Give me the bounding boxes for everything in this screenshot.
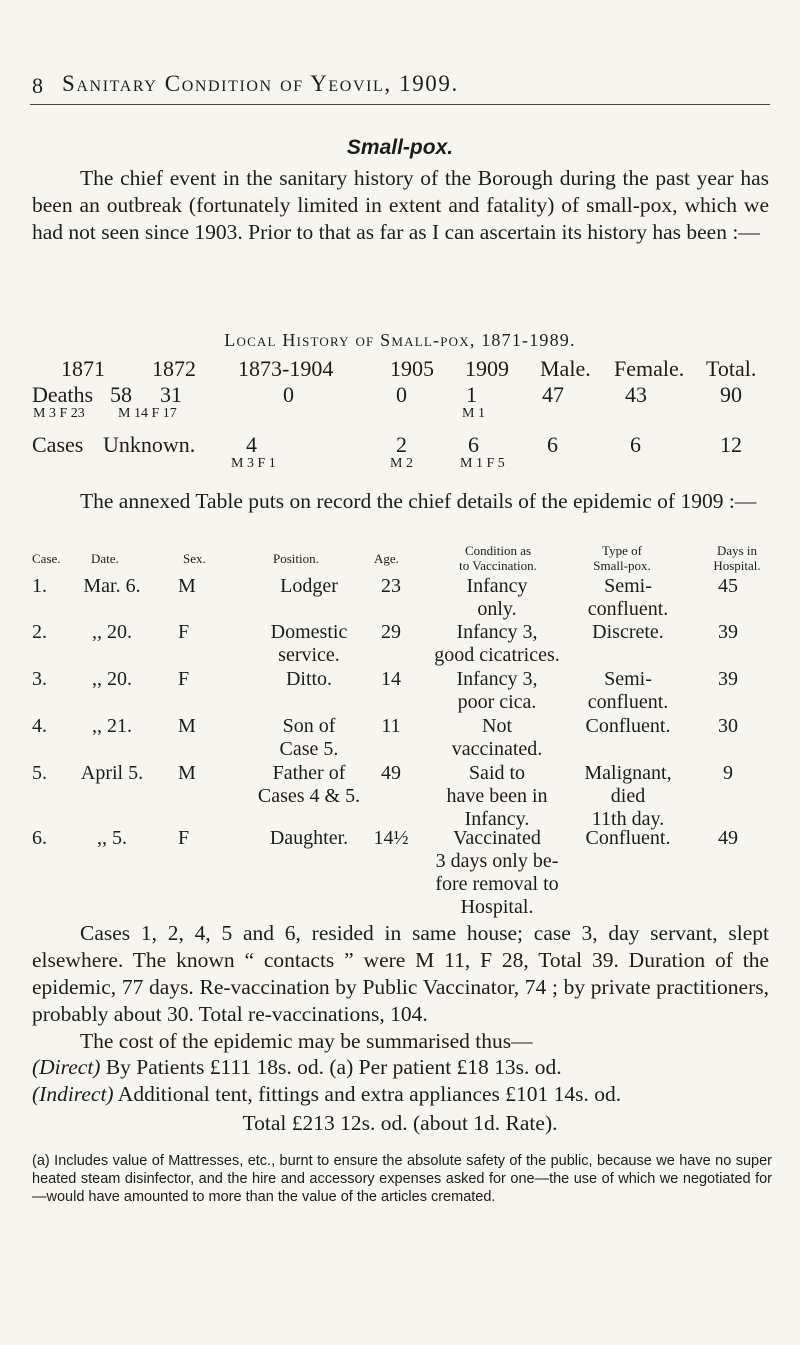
case-cell-condition-line: Not [482,715,512,737]
case-cell-position-line: Ditto. [285,668,333,690]
case-cell-condition-line: good cicatrices. [434,644,560,666]
case-cell-condition-line: Vaccinated [453,827,541,849]
case-cell-case: 4. [32,715,47,737]
section-title: Small-pox. [346,136,454,159]
lh-header-total: Total. [706,356,757,381]
case-cell-position [250,827,368,850]
lh-deaths-sub-1909: M 1 [462,406,485,421]
th-days [704,543,770,573]
case-cell-case: 5. [32,762,47,784]
case-cell-days: 30 [718,715,738,737]
case-cell-type-line: confluent. [587,598,669,620]
case-cell-age: 49 [381,762,401,784]
case-cell-date: ,, 5. [97,827,127,849]
case-cell-condition-line: Infancy 3, [456,621,538,643]
annexed-paragraph [32,488,769,515]
case-cell-days: 45 [718,575,738,597]
lh-cases-female: 6 [630,432,641,457]
case-cell-type-line: died [610,785,646,807]
lh-deaths-1871: 58 [110,382,132,407]
case-cell-type [572,621,684,644]
case-cell-sex: M [178,715,196,737]
cost-indirect-text: Additional tent, fittings and extra appliances £101 14s. od. [117,1082,622,1106]
lh-deaths-total: 90 [720,382,742,407]
th-position: Position. [273,551,319,566]
cost-indirect-label: (Indirect) [32,1082,114,1106]
lh-deaths-sub-1872: M 14 F 17 [118,406,177,421]
case-cell-sex: F [178,621,190,643]
intro-text: The chief event in the sanitary history of the Borough during the past year has been an outbreak (fortunately limited in extent and fatality) of small-pox, which we had not seen since 1903. Prior to that as far as I can ascertain its history has been :— [32,166,769,244]
cost-direct-text: By Patients £111 18s. od. (a) Per patient £18 13s. od. [105,1055,562,1079]
case-cell-position [250,762,368,808]
case-cell-age: 29 [381,621,401,643]
case-cell-position-line: Cases 4 & 5. [257,785,361,807]
case-cell-days: 39 [718,621,738,643]
th-age: Age. [374,551,399,566]
th-type-line-1: Type of [602,543,642,558]
case-cell-condition-line: Hospital. [460,896,534,918]
case-cell-age: 23 [381,575,401,597]
case-cell-position-line: Lodger [280,575,338,597]
case-cell-days: 9 [723,762,733,784]
case-cell-date: ,, 20. [92,668,132,690]
case-cell-type-line: confluent. [587,691,669,713]
case-cell-sex: F [178,668,190,690]
lh-header-1871: 1871 [61,356,105,381]
case-cell-sex: M [178,575,196,597]
case-cell-condition [422,621,572,667]
lh-deaths-male: 47 [542,382,564,407]
case-cell-days: 39 [718,668,738,690]
case-cell-position [250,668,368,691]
case-cell-condition-line: Infancy [466,575,528,597]
cost-direct-label: (Direct) [32,1055,101,1079]
case-cell-case: 3. [32,668,47,690]
cost-intro-text: The cost of the epidemic may be summarised thus— [80,1029,533,1053]
lh-header-1873-1904: 1873-1904 [238,356,334,381]
case-cell-condition-line: poor cica. [457,691,537,713]
case-cell-type [572,668,684,714]
summary-paragraph [32,920,769,1028]
lh-header-female: Female. [614,356,685,381]
case-cell-condition-line: vaccinated. [451,738,543,760]
case-cell-condition [422,827,572,919]
case-cell-position-line: Daughter. [269,827,349,849]
case-cell-date: ,, 20. [92,621,132,643]
case-cell-position-line: Father of [272,762,346,784]
case-cell-age: 14 [381,668,401,690]
annexed-text: The annexed Table puts on record the chief details of the epidemic of 1909 :— [80,489,757,513]
case-cell-type [572,575,684,621]
case-cell-position-line: Son of [282,715,336,737]
local-history-title: Local History of Small-pox, 1871-1989. [224,330,576,350]
case-cell-position [250,575,368,598]
lh-cases-unknown: Unknown. [103,432,196,457]
case-cell-age: 11 [381,715,401,737]
lh-header-1872: 1872 [152,356,196,381]
cost-total: Total £213 12s. od. (about 1d. Rate). [242,1111,558,1135]
lh-header-1909: 1909 [465,356,509,381]
case-cell-type-line: 11th day. [591,808,665,830]
th-days-line-2: Hospital. [713,558,761,573]
th-case: Case. [32,551,61,566]
lh-deaths-1872: 31 [160,382,182,407]
case-cell-position [250,715,368,761]
case-cell-case: 6. [32,827,47,849]
cost-intro [32,1028,769,1055]
cost-direct-line [32,1055,562,1080]
th-condition [438,543,558,573]
lh-cases-total: 12 [720,432,742,457]
case-cell-position [250,621,368,667]
th-type [580,543,664,573]
case-cell-condition-line: have been in [446,785,548,807]
case-cell-date: ,, 21. [92,715,132,737]
case-cell-condition [422,762,572,831]
case-cell-case: 2. [32,621,47,643]
lh-cases-label: Cases [32,432,84,457]
th-date: Date. [91,551,119,566]
case-cell-condition [422,715,572,761]
case-cell-type-line: Discrete. [592,621,664,643]
case-cell-sex: M [178,762,196,784]
case-cell-condition [422,575,572,621]
case-cell-condition-line: 3 days only be- [435,850,559,872]
case-cell-date: April 5. [80,762,144,784]
case-cell-position-line: service. [278,644,340,666]
lh-header-1905: 1905 [390,356,434,381]
lh-cases-sub-1873-1904: M 3 F 1 [231,456,276,471]
lh-deaths-1905: 0 [396,382,407,407]
case-cell-type [572,827,684,850]
case-cell-condition-line: Said to [468,762,526,784]
running-title: Sanitary Condition of Yeovil, 1909. [62,71,459,96]
case-cell-type [572,715,684,738]
lh-cases-1909: 6 [468,432,479,457]
case-cell-condition [422,668,572,714]
lh-cases-1905: 2 [396,432,407,457]
case-cell-type-line: Semi- [604,575,652,597]
lh-header-male: Male. [540,356,591,381]
case-cell-case: 1. [32,575,47,597]
case-cell-type-line: Confluent. [585,827,671,849]
case-cell-age: 14½ [373,827,409,849]
case-cell-condition-line: Infancy 3, [456,668,538,690]
page-number: 8 [32,73,43,98]
th-condition-line-2: to Vaccination. [459,558,537,573]
case-cell-days: 49 [718,827,738,849]
cost-indirect-line [32,1082,621,1107]
lh-deaths-sub-1871: M 3 F 23 [33,406,85,421]
th-sex: Sex. [183,551,206,566]
th-condition-line-1: Condition as [464,543,532,558]
intro-paragraph [32,165,769,246]
lh-cases-1873-1904: 4 [246,432,257,457]
th-type-line-2: Small-pox. [593,558,651,573]
case-cell-sex: F [178,827,190,849]
lh-cases-sub-1905: M 2 [390,456,413,471]
case-cell-condition-line: fore removal to [435,873,559,895]
case-cell-position-line: Domestic [270,621,348,643]
case-cell-type [572,762,684,831]
case-cell-type-line: Confluent. [585,715,671,737]
case-cell-type-line: Malignant, [584,762,672,784]
case-cell-position-line: Case 5. [279,738,339,760]
lh-cases-male: 6 [547,432,558,457]
case-cell-condition-line: only. [477,598,517,620]
lh-deaths-label: Deaths [32,382,94,407]
lh-cases-sub-1909: M 1 F 5 [460,456,505,471]
summary-text: Cases 1, 2, 4, 5 and 6, resided in same house; case 3, day servant, slept elsewhere. The known “ contacts ” were M 11, F 28, Total 39. Duration of the epidemic, 77 days. Re-vaccination by Public Vaccinator, 74 ; by private practitioners, probably about 30. Total re-vaccinations, 104. [32,921,769,1026]
th-days-line-1: Days in [716,543,758,558]
header-rule [30,104,770,105]
lh-deaths-1873-1904: 0 [283,382,294,407]
case-cell-date: Mar. 6. [83,575,141,597]
case-cell-condition-line: Infancy. [464,808,530,830]
footnote: (a) Includes value of Mattresses, etc., burnt to ensure the absolute safety of the public, because we have no super heated steam disinfector, and the hire and accessory expenses asked for one—the use of which we negotiated for—would have amounted to more than the value of the articles cremated. [32,1153,772,1205]
lh-deaths-female: 43 [625,382,647,407]
case-cell-type-line: Semi- [604,668,652,690]
lh-deaths-1909: 1 [466,382,477,407]
